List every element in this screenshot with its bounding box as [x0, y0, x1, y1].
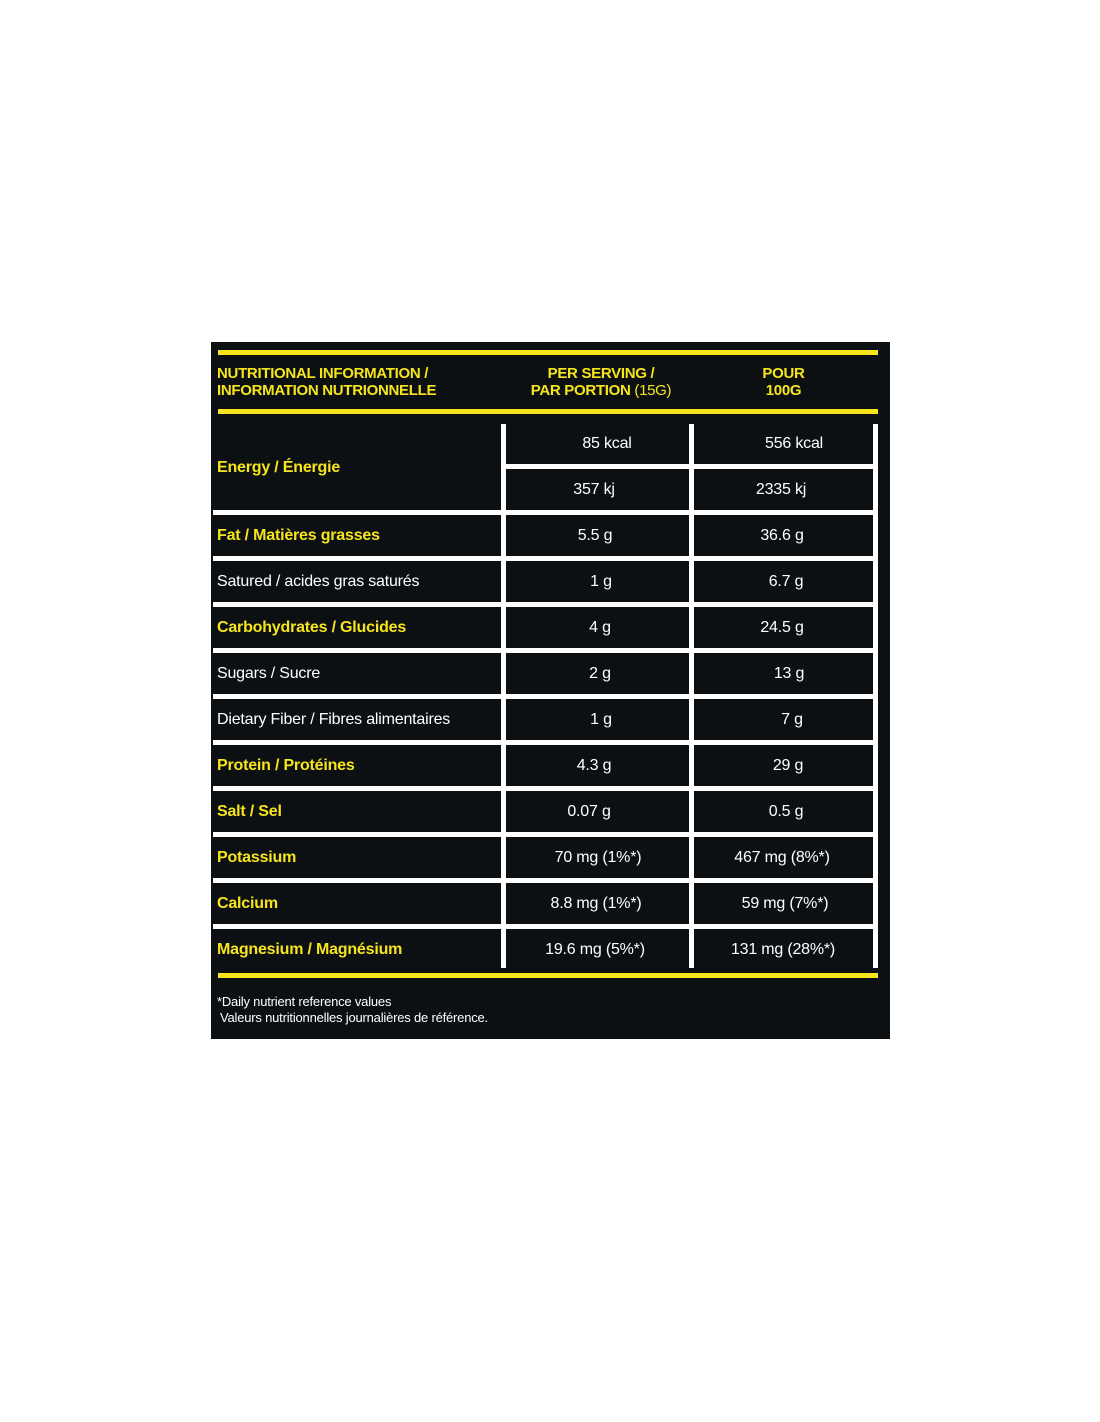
row-label: Carbohydrates / Glucides [217, 619, 407, 636]
row-divider [213, 510, 875, 515]
row-label: Magnesium / Magnésium [217, 941, 403, 958]
row-divider [213, 648, 875, 653]
row-label: Satured / acides gras saturés [217, 573, 420, 590]
energy-serving-kj: 357 kj [573, 481, 615, 498]
row-serving-value: 2 g [589, 665, 611, 682]
footnote-line-1: *Daily nutrient reference values [217, 994, 392, 1009]
row-per100-value: 13 g [773, 665, 805, 682]
row-per100-value: 7 g [781, 711, 803, 728]
header-per-serving: PER SERVING / PAR PORTION (15G) [530, 365, 672, 399]
row-divider [213, 924, 875, 929]
row-divider [213, 878, 875, 883]
row-serving-value: 4 g [589, 619, 611, 636]
header-title: NUTRITIONAL INFORMATION / INFORMATION NUTRIONNELLE [217, 365, 437, 399]
energy-sub-divider-2 [694, 464, 873, 469]
top-yellow-rule [218, 350, 878, 355]
row-per100-value: 0.5 g [768, 803, 804, 820]
row-label-energy: Energy / Énergie [217, 459, 341, 476]
row-per100-value: 131 mg (28%*) [730, 941, 836, 958]
row-serving-value: 19.6 mg (5%*) [545, 941, 645, 958]
row-per100-value: 6.7 g [768, 573, 804, 590]
row-per100-value: 29 g [772, 757, 804, 774]
row-per100-value: 36.6 g [760, 527, 804, 544]
row-divider [213, 602, 875, 607]
energy-serving-kcal: 85 kcal [582, 435, 632, 452]
row-serving-value: 0.07 g [567, 803, 611, 820]
row-per100-value: 59 mg (7%*) [741, 895, 829, 912]
row-label: Fat / Matières grasses [217, 527, 380, 544]
row-per100-value: 467 mg (8%*) [734, 849, 830, 866]
row-label: Dietary Fiber / Fibres alimentaires [217, 711, 451, 728]
row-label: Calcium [217, 895, 278, 912]
row-divider [213, 832, 875, 837]
row-serving-value: 5.5 g [577, 527, 613, 544]
row-label: Protein / Protéines [217, 757, 355, 774]
footnote [217, 994, 488, 1026]
row-divider [213, 740, 875, 745]
footnote-line-2: Valeurs nutritionnelles journalières de référence. [220, 1010, 488, 1025]
row-label: Salt / Sel [217, 803, 282, 820]
nutrition-panel [211, 342, 890, 1039]
energy-sub-divider-1 [506, 464, 689, 469]
row-divider [213, 694, 875, 699]
header-per-100g: POUR 100G [762, 365, 805, 399]
header-yellow-rule [218, 409, 878, 414]
row-divider [213, 786, 875, 791]
row-label: Sugars / Sucre [217, 665, 321, 682]
row-per100-value: 24.5 g [760, 619, 804, 636]
energy-per100-kcal: 556 kcal [765, 435, 823, 452]
row-serving-value: 70 mg (1%*) [554, 849, 642, 866]
row-label: Potassium [217, 849, 297, 866]
bottom-yellow-rule [218, 973, 878, 978]
row-serving-value: 8.8 mg (1%*) [550, 895, 642, 912]
row-divider [213, 556, 875, 561]
row-serving-value: 1 g [590, 711, 612, 728]
row-serving-value: 4.3 g [576, 757, 612, 774]
energy-per100-kj: 2335 kj [755, 481, 807, 498]
row-serving-value: 1 g [590, 573, 612, 590]
